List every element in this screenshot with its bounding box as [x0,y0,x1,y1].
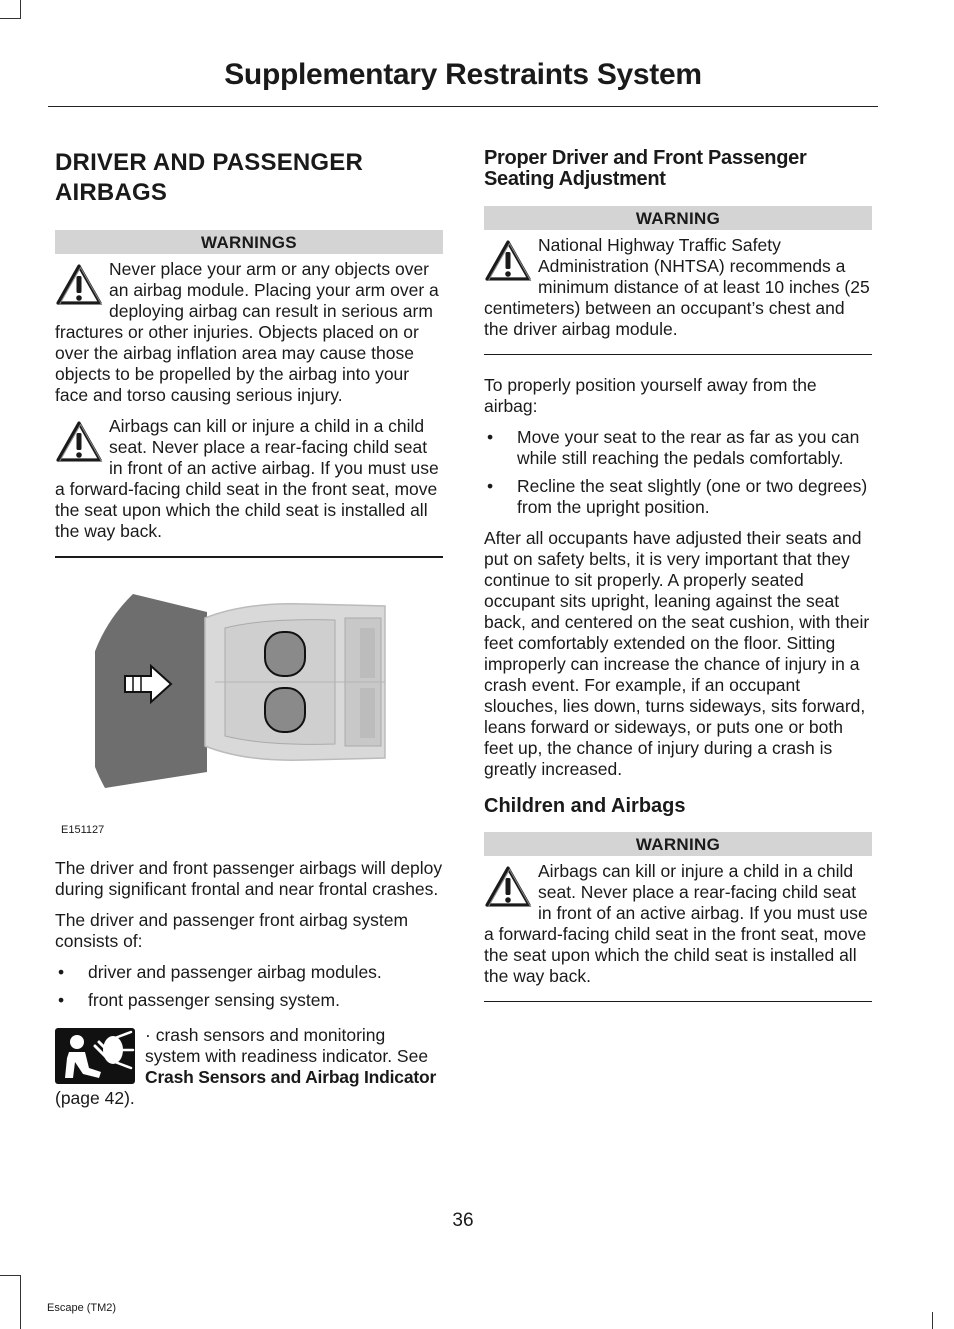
car-airbag-illustration [95,588,395,808]
section-heading-children: Children and Airbags [484,795,686,817]
list-item: • driver and passenger airbag modules. [58,962,382,982]
section-heading-airbags: DRIVER AND PASSENGER AIRBAGS [55,149,364,206]
bullet-list [484,427,872,518]
warning-item: National Highway Traffic Safety Administration (NHTSA) recommends a minimum distance of at least 10 inches (25 centimeters) between an occupant’s chest and the driver airbag module. [484,235,870,339]
page-title: Supplementary Restraints System [224,58,702,91]
warning-triangle-icon [55,263,103,307]
list-item: • front passenger sensing system. [58,990,340,1010]
crop-mark [932,1312,933,1329]
right-column [484,140,872,1016]
list-item: • Recline the seat slightly (one or two degrees) from the upright position. [487,476,868,517]
crop-mark [20,0,21,19]
warning-item: Never place your arm or any objects over an airbag module. Placing your arm over a deploying airbag can result in serious arm fractures or other injuries. Objects placed on or over the airbag inflation area may cause those objects to be propelled by the airbag into your face and torso causing serious injury. [55,259,439,405]
figure-id: E151127 [61,824,105,836]
bullet-list [55,962,443,1011]
list-item: • Move your seat to the rear as far as you can while still reaching the pedals comfortably. [487,427,860,468]
warnings-bar: WARNINGS [55,230,443,254]
warning-item: Airbags can kill or injure a child in a child seat. Never place a rear-facing child seat in front of an active airbag. If you must use a forward-facing child seat in the front seat, move the seat upon which the child seat is installed all the way back. [55,416,439,541]
warning-bar: WARNING [484,832,872,856]
crash-sensors-link[interactable]: Crash Sensors and Airbag Indicator [145,1067,437,1087]
title-rule [48,106,878,107]
body-paragraph: The driver and front passenger airbags will deploy during significant frontal and near frontal crashes. [55,858,443,899]
warning-item: Airbags can kill or injure a child in a child seat. Never place a rear-facing child seat in front of an active airbag. If you must use a forward-facing child seat in the front seat, move the seat upon which the child seat is installed all the way back. [484,861,868,986]
crop-mark [20,1275,21,1329]
page-number: 36 [452,1210,474,1231]
crop-mark [0,1275,20,1276]
footer-model: Escape (TM2) [47,1302,117,1314]
warning-triangle-icon [484,239,532,283]
warning-bar: WARNING [484,206,872,230]
warning-triangle-icon [55,420,103,464]
warning-box [484,856,872,1002]
section-heading-seating: Proper Driver and Front Passenger Seating Adjustment [484,147,807,190]
body-paragraph: After all occupants have adjusted their seats and put on safety belts, it is very important that they continue to sit properly. A properly seated occupant sits upright, leaning against the seat back, and centered on the seat cushion, with their feet comfortably extended on the floor. Sitting improperly can increase the chance of injury in a crash event. For example, if an occupant slouches, lies down, turns sideways, sits forward, leans forward or sideways, or puts one or both feet up, the chance of injury during a crash is greatly increased. [484,528,870,779]
airbag-indicator-icon [55,1028,135,1084]
airbag-deployment-figure [55,572,443,842]
warning-triangle-icon [484,865,532,909]
indicator-paragraph: · crash sensors and monitoring system with readiness indicator. See Crash Sensors and Airbag Indicator (page 42). [55,1025,437,1108]
body-paragraph: The driver and passenger front airbag system consists of: [55,910,409,951]
left-column [55,140,443,1119]
crop-mark [0,18,20,19]
warning-box [484,230,872,355]
body-paragraph: To properly position yourself away from the airbag: [484,375,817,416]
warnings-box [55,254,443,558]
